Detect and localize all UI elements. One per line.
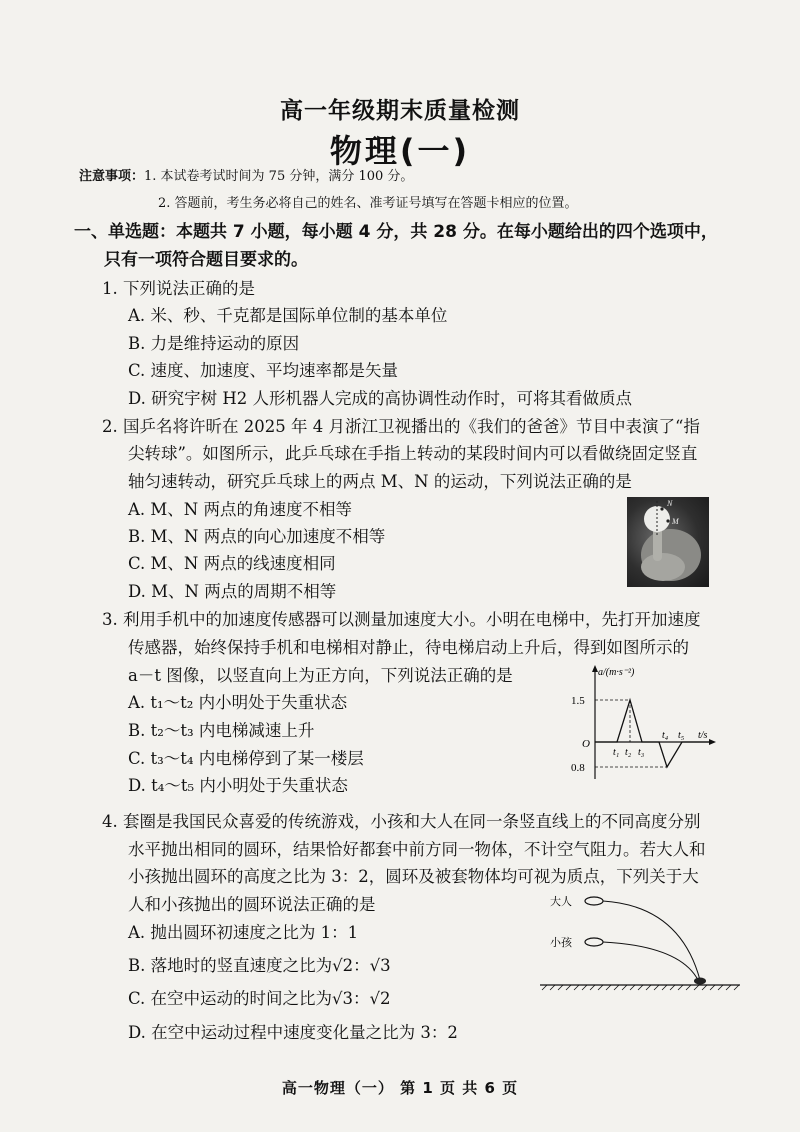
- notes-line-1: [79, 165, 413, 184]
- q1-option-b: B. 力是维持运动的原因: [128, 334, 300, 353]
- q3-option-d: D. t₄～t₅ 内小明处于失重状态: [128, 776, 348, 795]
- ring-toss-figure: [540, 888, 740, 1002]
- origin-label: O: [582, 738, 590, 750]
- exam-title: 高一年级期末质量检测: [280, 98, 520, 124]
- q1-option-c: C. 速度、加速度、平均速率都是矢量: [128, 361, 399, 380]
- q4-option-b: B. 落地时的竖直速度之比为√2：√3: [128, 956, 391, 975]
- q1-stem: 1. 下列说法正确的是: [102, 279, 255, 298]
- page-footer: 高一物理（一） 第 1 页 共 6 页: [281, 1079, 519, 1097]
- q1-option-a: A. 米、秒、千克都是国际单位制的基本单位: [128, 306, 448, 325]
- q2-stem-3: 轴匀速转动，研究乒乓球上的两点 M、N 的运动，下列说法正确的是: [128, 472, 632, 491]
- q4-option-c: C. 在空中运动的时间之比为√3：√2: [128, 989, 391, 1008]
- q4-stem-3: 小孩抛出圆环的高度之比为 3：2，圆环及被套物体均可视为质点，下列关于大: [128, 867, 699, 886]
- notes-item-1: 1. 本试卷考试时间为 75 分钟，满分 100 分。: [144, 169, 414, 184]
- t1-label: t₁: [613, 747, 620, 758]
- t4-label: t₄: [662, 730, 669, 741]
- adult-label: 大人: [550, 895, 572, 908]
- q3-option-b: B. t₂～t₃ 内电梯减速上升: [128, 721, 315, 740]
- q2-option-d: D. M、N 两点的周期不相等: [128, 582, 337, 601]
- y-axis-label: a/(m·s⁻²): [598, 667, 635, 678]
- q2-stem-1: 2. 国乒名将许昕在 2025 年 4 月浙江卫视播出的《我们的爸爸》节目中表演了“指: [102, 417, 700, 436]
- q4-stem-1: 4. 套圈是我国民众喜爱的传统游戏，小孩和大人在同一条竖直线上的不同高度分别: [102, 812, 701, 831]
- q4-option-a: A. 抛出圆环初速度之比为 1：1: [128, 923, 359, 942]
- q2-option-b: B. M、N 两点的向心加速度不相等: [128, 527, 386, 546]
- q2-option-c: C. M、N 两点的线速度相同: [128, 554, 336, 573]
- child-label: 小孩: [550, 936, 572, 949]
- x-axis-label: t/s: [698, 730, 708, 741]
- q3-stem-2: 传感器，始终保持手机和电梯相对静止，待电梯启动上升后，得到如图所示的: [128, 638, 689, 657]
- notes-item-2: 2. 答题前，考生务必将自己的姓名、准考证号填写在答题卡相应的位置。: [158, 196, 578, 211]
- subject-title: 物理(一): [329, 132, 471, 170]
- q3-stem-3: a－t 图像，以竖直向上为正方向，下列说法正确的是: [128, 666, 513, 685]
- point-n-label: N: [667, 499, 673, 508]
- ping-pong-photo: [627, 497, 709, 587]
- t5-label: t₅: [678, 730, 685, 741]
- section-heading-line-2: 只有一项符合题目要求的。: [104, 250, 308, 270]
- point-m-label: M: [672, 517, 679, 526]
- q2-option-a: A. M、N 两点的角速度不相等: [128, 500, 352, 519]
- t2-label: t₂: [625, 747, 632, 758]
- q1-option-d: D. 研究宇树 H2 人形机器人完成的高协调性动作时，可将其看做质点: [128, 389, 633, 408]
- ping-pong-illustration: [627, 497, 709, 587]
- tick-1-5: 1.5: [571, 695, 585, 707]
- q2-stem-2: 尖转球”。如图所示，此乒乓球在手指上转动的某段时间内可以看做绕固定竖直: [128, 444, 698, 463]
- q4-stem-4: 人和小孩抛出的圆环说法正确的是: [128, 895, 376, 914]
- a-t-graph: [560, 663, 720, 787]
- tick-0-8: 0.8: [571, 762, 585, 774]
- q4-stem-2: 水平抛出相同的圆环，结果恰好都套中前方同一物体，不计空气阻力。若大人和: [128, 840, 706, 859]
- section-heading-line-1: 一、单选题：本题共 7 小题，每小题 4 分，共 28 分。在每小题给出的四个选项中，: [74, 222, 718, 242]
- t3-label: t₃: [638, 747, 645, 758]
- q3-stem-1: 3. 利用手机中的加速度传感器可以测量加速度大小。小明在电梯中，先打开加速度: [102, 610, 701, 629]
- notes-label: 注意事项：: [79, 169, 145, 184]
- q4-option-d: D. 在空中运动过程中速度变化量之比为 3：2: [128, 1023, 458, 1042]
- q3-option-c: C. t₃～t₄ 内电梯停到了某一楼层: [128, 749, 364, 768]
- q3-option-a: A. t₁～t₂ 内小明处于失重状态: [128, 693, 348, 712]
